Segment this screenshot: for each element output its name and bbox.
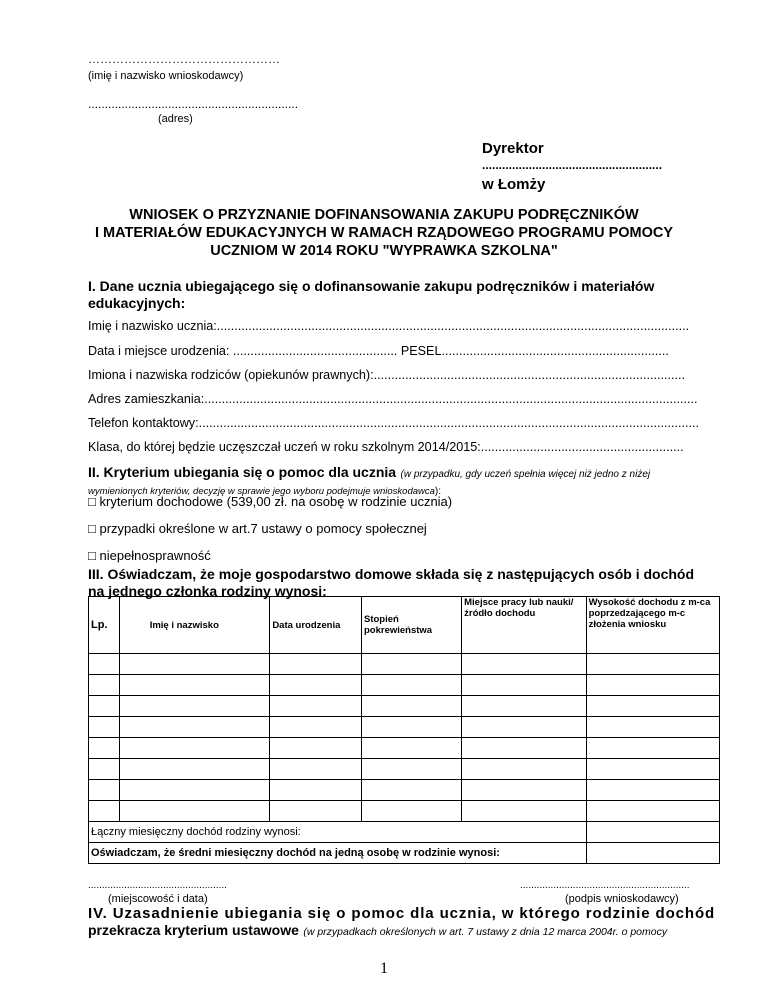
table-cell[interactable] bbox=[89, 675, 120, 696]
table-row bbox=[89, 717, 720, 738]
table-cell[interactable] bbox=[462, 675, 586, 696]
section-3-heading-line-2: na jednego członka rodziny wynosi: bbox=[88, 583, 327, 599]
table-cell[interactable] bbox=[586, 759, 719, 780]
table-cell[interactable] bbox=[119, 780, 270, 801]
addressee-dots[interactable]: ...................................................... bbox=[482, 158, 663, 172]
table-cell[interactable] bbox=[270, 696, 362, 717]
average-income-label: Oświadczam, że średni miesięczny dochód na jedną osobę w rodzinie wynosi: bbox=[89, 843, 587, 864]
table-cell[interactable] bbox=[361, 717, 461, 738]
applicant-name-label: (imię i nazwisko wnioskodawcy) bbox=[88, 70, 244, 82]
applicant-address-dots[interactable]: ............................................................... bbox=[88, 97, 299, 111]
table-cell[interactable] bbox=[89, 654, 120, 675]
student-name-field[interactable]: Imię i nazwisko ucznia:....................................................................................................................................... bbox=[88, 319, 690, 333]
table-row bbox=[89, 801, 720, 822]
total-income-label: Łączny miesięczny dochód rodziny wynosi: bbox=[89, 822, 587, 843]
section-3-heading-line-1: III. Oświadczam, że moje gospodarstwo domowe składa się z następujących osób i dochód bbox=[88, 566, 695, 582]
table-cell[interactable] bbox=[270, 654, 362, 675]
table-row bbox=[89, 654, 720, 675]
column-header: Imię i nazwisko bbox=[119, 597, 270, 654]
title-line-1: WNIOSEK O PRZYZNANIE DOFINANSOWANIA ZAKUPU PODRĘCZNIKÓW bbox=[129, 207, 639, 223]
column-header: Stopień pokrewieństwa bbox=[361, 597, 461, 654]
table-cell[interactable] bbox=[586, 801, 719, 822]
table-row bbox=[89, 675, 720, 696]
household-table bbox=[88, 596, 720, 864]
table-cell[interactable] bbox=[586, 717, 719, 738]
table-cell[interactable] bbox=[270, 738, 362, 759]
table-row bbox=[89, 780, 720, 801]
section-1-heading-line-2: edukacyjnych: bbox=[88, 295, 186, 311]
table-cell[interactable] bbox=[270, 759, 362, 780]
class-field[interactable]: Klasa, do której będzie uczęszczał uczeń w roku szkolnym 2014/2015:.......................................................... bbox=[88, 440, 684, 454]
table-cell[interactable] bbox=[119, 675, 270, 696]
section-4-heading-line-1: IV. Uzasadnienie ubiegania się o pomoc dla ucznia, w którego rodzinie dochód bbox=[88, 905, 716, 922]
table-cell[interactable] bbox=[89, 696, 120, 717]
table-cell[interactable] bbox=[586, 696, 719, 717]
table-cell[interactable] bbox=[89, 801, 120, 822]
table-cell[interactable] bbox=[462, 780, 586, 801]
criterion-option-label: kryterium dochodowe (539,00 zł. na osobę w rodzinie ucznia) bbox=[99, 494, 453, 509]
table-cell[interactable] bbox=[361, 780, 461, 801]
table-cell[interactable] bbox=[89, 759, 120, 780]
table-cell[interactable] bbox=[89, 738, 120, 759]
table-cell[interactable] bbox=[462, 759, 586, 780]
criterion-option-disability[interactable] bbox=[88, 548, 211, 563]
table-cell[interactable] bbox=[462, 696, 586, 717]
table-total-row bbox=[89, 822, 720, 843]
section-1-heading bbox=[88, 278, 654, 312]
applicant-address-label: (adres) bbox=[158, 113, 193, 125]
table-cell[interactable] bbox=[119, 654, 270, 675]
total-income-value[interactable] bbox=[586, 822, 719, 843]
section-2-note-2-end: ): bbox=[434, 486, 442, 497]
table-cell[interactable] bbox=[462, 717, 586, 738]
section-2-note-1: (w przypadku, gdy uczeń spełnia więcej niż jedno z niżej bbox=[400, 469, 651, 480]
table-cell[interactable] bbox=[119, 801, 270, 822]
checkbox-icon[interactable]: □ bbox=[88, 548, 96, 563]
table-cell[interactable] bbox=[119, 717, 270, 738]
table-cell[interactable] bbox=[462, 801, 586, 822]
checkbox-icon[interactable]: □ bbox=[88, 521, 96, 536]
section-1-heading-line-1: I. Dane ucznia ubiegającego się o dofinansowanie zakupu podręczników i materiałów bbox=[88, 278, 655, 294]
table-cell[interactable] bbox=[462, 654, 586, 675]
average-income-value[interactable] bbox=[586, 843, 719, 864]
criterion-option-art7[interactable] bbox=[88, 521, 427, 536]
section-2-heading-text: II. Kryterium ubiegania się o pomoc dla ucznia bbox=[88, 464, 397, 480]
table-cell[interactable] bbox=[361, 654, 461, 675]
address-field[interactable]: Adres zamieszkania:............................................................................................................................................. bbox=[88, 392, 698, 406]
column-header: Miejsce pracy lub nauki/ źródło dochodu bbox=[462, 597, 586, 654]
table-row bbox=[89, 738, 720, 759]
place-date-label: (miejscowość i data) bbox=[108, 893, 208, 905]
table-cell[interactable] bbox=[361, 759, 461, 780]
section-2-note-2: wymienionych kryteriów, decyzję w sprawie jego wyboru podejmuje wnioskodawca bbox=[88, 486, 435, 497]
section-3-heading bbox=[88, 566, 694, 600]
document-title bbox=[60, 206, 708, 260]
table-row bbox=[89, 759, 720, 780]
table-cell[interactable] bbox=[89, 717, 120, 738]
table-row bbox=[89, 696, 720, 717]
table-cell[interactable] bbox=[119, 759, 270, 780]
table-cell[interactable] bbox=[89, 780, 120, 801]
column-header: Wysokość dochodu z m-ca poprzedzającego m-c złożenia wniosku bbox=[586, 597, 719, 654]
addressee-title: Dyrektor bbox=[482, 140, 544, 157]
column-header: Lp. bbox=[89, 597, 120, 654]
phone-field[interactable]: Telefon kontaktowy:............................................................................................................................................... bbox=[88, 416, 699, 430]
table-cell[interactable] bbox=[586, 654, 719, 675]
table-cell[interactable] bbox=[270, 675, 362, 696]
table-cell[interactable] bbox=[270, 780, 362, 801]
table-cell[interactable] bbox=[586, 675, 719, 696]
section-4-note: (w przypadkach określonych w art. 7 ustawy z dnia 12 marca 2004r. o pomocy bbox=[303, 926, 668, 938]
table-cell[interactable] bbox=[586, 738, 719, 759]
criterion-option-income[interactable] bbox=[88, 494, 452, 509]
table-cell[interactable] bbox=[119, 696, 270, 717]
section-4-heading-line-2: przekracza kryterium ustawowe bbox=[88, 922, 299, 938]
applicant-name-dots[interactable]: ………………………………………… bbox=[88, 52, 280, 66]
criterion-option-label: niepełnosprawność bbox=[99, 548, 211, 563]
criterion-option-label: przypadki określone w art.7 ustawy o pomocy społecznej bbox=[99, 521, 427, 536]
page-number: 1 bbox=[380, 960, 388, 977]
birth-pesel-field[interactable]: Data i miejsce urodzenia: ............................................... PESEL................................................................. bbox=[88, 344, 669, 358]
signature-label: (podpis wnioskodawcy) bbox=[565, 893, 679, 905]
table-cell[interactable] bbox=[270, 801, 362, 822]
table-cell[interactable] bbox=[361, 675, 461, 696]
signature-dots[interactable]: ............................................................. bbox=[520, 880, 690, 891]
parents-field[interactable]: Imiona i nazwiska rodziców (opiekunów prawnych):......................................................................................... bbox=[88, 368, 685, 382]
section-4-heading bbox=[88, 905, 724, 940]
table-cell[interactable] bbox=[119, 738, 270, 759]
table-average-row bbox=[89, 843, 720, 864]
table-cell[interactable] bbox=[270, 717, 362, 738]
table-cell[interactable] bbox=[361, 696, 461, 717]
table-cell[interactable] bbox=[361, 738, 461, 759]
column-header: Data urodzenia bbox=[270, 597, 362, 654]
table-header-row bbox=[89, 597, 720, 654]
table-cell[interactable] bbox=[361, 801, 461, 822]
checkbox-icon[interactable]: □ bbox=[88, 494, 96, 509]
place-date-dots[interactable]: .................................................. bbox=[88, 880, 227, 891]
title-line-2: I MATERIAŁÓW EDUKACYJNYCH W RAMACH RZĄDOWEGO PROGRAMU POMOCY bbox=[94, 225, 674, 241]
title-line-3: UCZNIOM W 2014 ROKU "WYPRAWKA SZKOLNA" bbox=[210, 243, 558, 259]
addressee-city: w Łomży bbox=[482, 176, 546, 193]
table-cell[interactable] bbox=[462, 738, 586, 759]
table-cell[interactable] bbox=[586, 780, 719, 801]
